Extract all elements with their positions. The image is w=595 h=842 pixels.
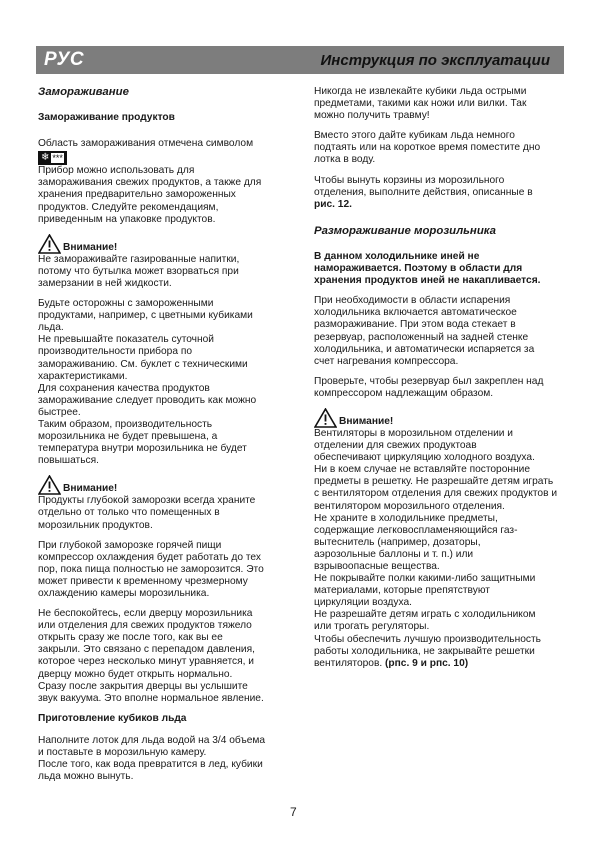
section-title-defrost: Размораживание морозильника — [314, 224, 497, 237]
paragraph-frozen-care: Будьте осторожны с замороженными продуктами, например, с цветными кубиками льда. Не превышайте показатель суточной производительности прибора по замораживанию. См. буклет с техническими характеристиками. Для сохранения качества продуктов замораживание следует проводить как можно быстрее. Таким образом, производительность морозильника не будет превышена, а температура внутри морозильника не будет повышаться. — [38, 298, 257, 467]
star-rating-icon: *** — [52, 153, 63, 164]
fans-warning-text: Вентиляторы в морозильном отделении и отделении для свежих продуктоав обеспечивают циркуляцию холодного воздуха. Ни в коем случае не вставляйте посторонние предметы в решетку. Не разрешайте детям играть с вентилятором отделения для свежих продуктов и вентилятором морозильного отделения. Не храните в холодильнике предметы, содержащие легковоспламеняющийся газ- вытеснитель (например, дозаторы, аэрозольные баллоны и т. п.) или взрывоопасные вещества. Не покрывайте полки какими-либо защитными материалами, которые препятствуют циркуляции воздуха. Не разрешайте детям играть с холодильником или трогать регуляторы. Чтобы обеспечить лучшую производительность работы холодильника, не закрывайте решетки вентиляторов. — [314, 427, 558, 669]
right-column — [314, 86, 568, 678]
figure-reference: (рпс. 9 и рпс. 10) — [385, 657, 469, 669]
warning-heading — [38, 234, 290, 254]
subtitle-ice-cubes: Приготовление кубиков льда — [38, 712, 187, 724]
subtitle-freezing-products: Замораживание продуктов — [38, 112, 175, 124]
warning-text-fans — [314, 428, 568, 670]
paragraph-ice-removal: Никогда не извлекайте кубики льда острыми предметами, такими как ножи или вилки. Так можно получить травму! — [314, 86, 527, 122]
warning-heading — [314, 408, 568, 428]
manual-title: Инструкция по эксплуатации — [320, 52, 550, 69]
warning-heading — [38, 475, 290, 495]
warning-text-carbonated: Не замораживайте газированные напитки, потому что бутылка может взорваться при замерзании в ней жидкости. — [38, 253, 240, 289]
warning-label: Внимание! — [339, 415, 394, 427]
left-column — [38, 86, 290, 791]
warning-label: Внимание! — [63, 483, 118, 495]
freezer-symbol — [38, 150, 290, 165]
paragraph-reservoir-check: Проверьте, чтобы резервуар был закреплен над компрессором надлежащим образом. — [314, 375, 544, 399]
paragraph-hot-food: При глубокой заморозке горячей пищи компрессор охлаждения будет работать до тех пор, пока пища полностью не заморозится. Это может привести к временному чрезмерному охлаждению камеры морозильника. — [38, 539, 264, 599]
baskets-text: Чтобы вынуть корзины из морозильного отделения, выполните действия, описанные в — [314, 174, 533, 198]
warning-triangle-icon — [314, 408, 337, 428]
paragraph-auto-defrost: При необходимости в области испарения холодильника включается автоматическое размораживание. При этом вода стекает в резервуар, расположенный на задней стенке холодильника, и автоматически испаряется за счет нагревания компрессора. — [314, 295, 535, 367]
warning-triangle-icon — [38, 475, 61, 495]
warning-triangle-icon — [38, 234, 61, 254]
paragraph-door-pressure: Не беспокойтесь, если дверцу морозильника или отделения для свежих продуктов тяжело открыть сразу же после того, как вы ее закрыли. Это связано с перепадом давления, которое через несколько минут уравняется, и дверцу можно будет открыть нормально. Сразу после закрытия дверцы вы услышите звук вакуума. Это вполне нормальное явление. — [38, 608, 264, 704]
figure-reference: рис. 12. — [314, 198, 352, 210]
paragraph-ice-tray: Наполните лоток для льда водой на 3/4 объема и поставьте в морозильную камеру. После того, как вода превратится в лед, кубики льда можно вынуть. — [38, 734, 266, 783]
warning-text-deep-freeze: Продукты глубокой заморозки всегда храните отдельно от только что помещенных в морозильник продуктов. — [38, 495, 256, 531]
warning-label: Внимание! — [63, 241, 118, 253]
paragraph-no-frost: В данном холодильнике иней не намораживается. Поэтому в области для хранения продуктов иней не накапливается. — [314, 250, 541, 287]
snowflake-icon: ❄ — [41, 152, 50, 164]
page-number: 7 — [290, 805, 297, 819]
paragraph-ice-thaw: Вместо этого дайте кубикам льда немного подтаять или на короткое время поместите дно лотка в воду. — [314, 130, 541, 166]
paragraph-freezing-usage: Прибор можно использовать для замораживания свежих продуктов, а также для хранения предварительно замороженных продуктов. Следуйте рекомендациям, приведенным на упаковке продуктов. — [38, 165, 262, 225]
header-bar — [36, 46, 564, 74]
section-title-freezing: Замораживание — [38, 86, 129, 98]
paragraph-freezing-area: Область замораживания отмечена символом — [38, 138, 254, 150]
paragraph-baskets — [314, 175, 568, 211]
language-label: РУС — [44, 49, 85, 70]
